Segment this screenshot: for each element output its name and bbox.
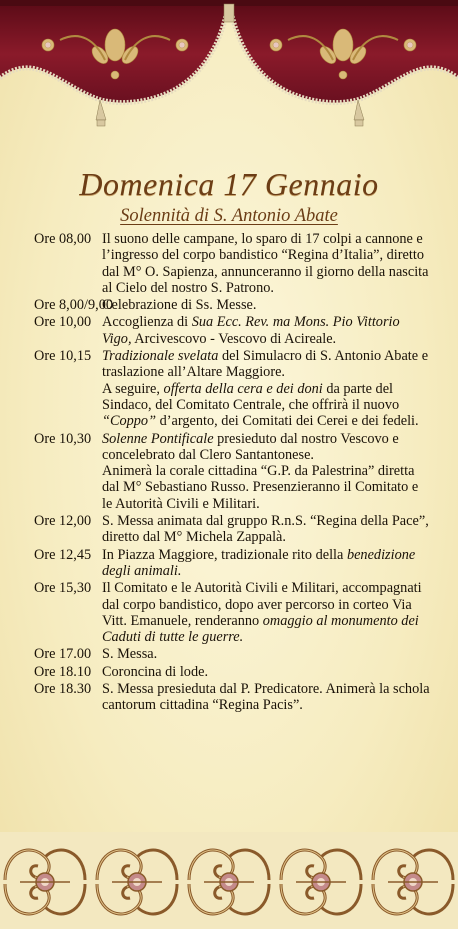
- entry-description: [102, 580, 430, 645]
- entry-time: Ore 18.10: [34, 663, 92, 680]
- text-run: Coroncina di lode.: [102, 663, 209, 680]
- page-subtitle: Solennità di S. Antonio Abate: [120, 206, 338, 226]
- text-run: da parte del Sindaco, del Comitato Centrale, che offrirà il nuovo: [102, 380, 400, 413]
- entry-time: Ore 18.30: [34, 681, 92, 698]
- italic-text: omaggio al monumento dei Caduti di tutte le guerre.: [102, 612, 419, 646]
- entry-description: [102, 431, 430, 512]
- schedule-entry: [34, 348, 430, 429]
- entry-time: Ore 15,30: [34, 580, 92, 597]
- entry-description: [102, 547, 430, 580]
- italic-text: Sua Ecc. Rev. ma Mons. Pio Vittorio Vigo,: [102, 314, 400, 347]
- schedule-entry: [34, 646, 430, 662]
- text-run: Animerà la corale cittadina “G.P. da Palestrina” diretta dal M° Sebastiano Russo. Presenzieranno il Comitato e le Autorità Civili e Militari.: [102, 463, 419, 512]
- entry-description: [102, 681, 430, 714]
- page-title: Domenica 17 Gennaio: [79, 166, 379, 202]
- text-run: presieduto dal nostro Vescovo e concelebrato dal Clero Santantonese.: [102, 430, 399, 463]
- text-run: del Simulacro di S. Antonio Abate e traslazione all’Altare Maggiore.: [102, 348, 429, 381]
- text-run: S. Messa.: [102, 646, 158, 663]
- entry-description: [102, 664, 430, 680]
- entry-paragraph: [102, 547, 430, 580]
- entry-time: Ore 8,00/9,00: [34, 297, 114, 314]
- entry-time: Ore 12,00: [34, 513, 92, 530]
- entry-paragraph: [102, 580, 430, 645]
- italic-text: “Coppo”: [102, 413, 157, 430]
- entry-description: [102, 297, 430, 313]
- text-run: S. Messa presieduta dal P. Predicatore. Animerà la schola cantorum cittadina “Regina Pacis”.: [102, 681, 430, 714]
- program-schedule: [34, 231, 430, 714]
- entry-paragraph: [102, 431, 430, 464]
- italic-text: benedizione degli animali.: [102, 546, 416, 579]
- entry-paragraph: [102, 681, 430, 714]
- ornamental-border: [0, 832, 458, 929]
- text-run: Il suono delle campane, lo sparo di 17 colpi a cannone e l’ingresso del corpo bandistico “Regina d’Italia”, diretto dal M° O. Sapienza, annunceranno il giorno della nascita al Cielo del nostro S. Patrono.: [102, 231, 429, 296]
- schedule-entry: [34, 314, 430, 347]
- entry-paragraph: [102, 348, 430, 381]
- entry-time: Ore 12,45: [34, 546, 92, 563]
- italic-text: Solenne Pontificale: [102, 430, 214, 447]
- schedule-entry: [34, 513, 430, 546]
- entry-paragraph: [102, 463, 430, 512]
- entry-description: [102, 513, 430, 546]
- entry-description: [102, 348, 430, 429]
- entry-paragraph: [102, 314, 430, 347]
- entry-description: [102, 231, 430, 296]
- schedule-entry: [34, 580, 430, 645]
- entry-time: Ore 08,00: [34, 231, 92, 247]
- entry-time: Ore 10,15: [34, 348, 92, 365]
- schedule-entry: [34, 664, 430, 680]
- entry-paragraph: [102, 297, 430, 313]
- entry-paragraph: [102, 513, 430, 546]
- italic-text: offerta della cera e dei doni: [163, 380, 323, 397]
- entry-paragraph: [102, 231, 430, 296]
- text-run: S. Messa animata dal gruppo R.n.S. “Regina della Pace”, diretto dal M° Michela Zappalà.: [102, 513, 429, 546]
- text-run: Arcivescovo - Vescovo di Acireale.: [131, 330, 337, 347]
- schedule-entry: [34, 431, 430, 512]
- entry-description: [102, 314, 430, 347]
- text-run: Celebrazione di Ss. Messe.: [102, 297, 257, 314]
- text-run: A seguire,: [102, 380, 164, 397]
- schedule-entry: [34, 681, 430, 714]
- entry-paragraph: [102, 664, 430, 680]
- schedule-entry: [34, 297, 430, 313]
- schedule-entry: [34, 547, 430, 580]
- italic-text: Tradizionale svelata: [102, 348, 219, 365]
- drapery-decoration: [0, 0, 458, 135]
- text-run: In Piazza Maggiore, tradizionale rito della: [102, 546, 347, 563]
- schedule-entry: [34, 231, 430, 296]
- text-run: d’argento, dei Comitati dei Cerei e dei fedeli.: [156, 413, 419, 430]
- text-run: Accoglienza di: [102, 314, 192, 331]
- entry-time: Ore 10,00: [34, 314, 92, 331]
- entry-paragraph: [102, 381, 430, 430]
- entry-time: Ore 17.00: [34, 646, 92, 663]
- entry-description: [102, 646, 430, 662]
- text-run: Il Comitato e le Autorità Civili e Militari, accompagnati dal corpo bandistico, dopo aver percorso in corteo Via Vitt. Emanuele, renderanno: [102, 580, 422, 629]
- entry-time: Ore 10,30: [34, 430, 92, 447]
- entry-paragraph: [102, 646, 430, 662]
